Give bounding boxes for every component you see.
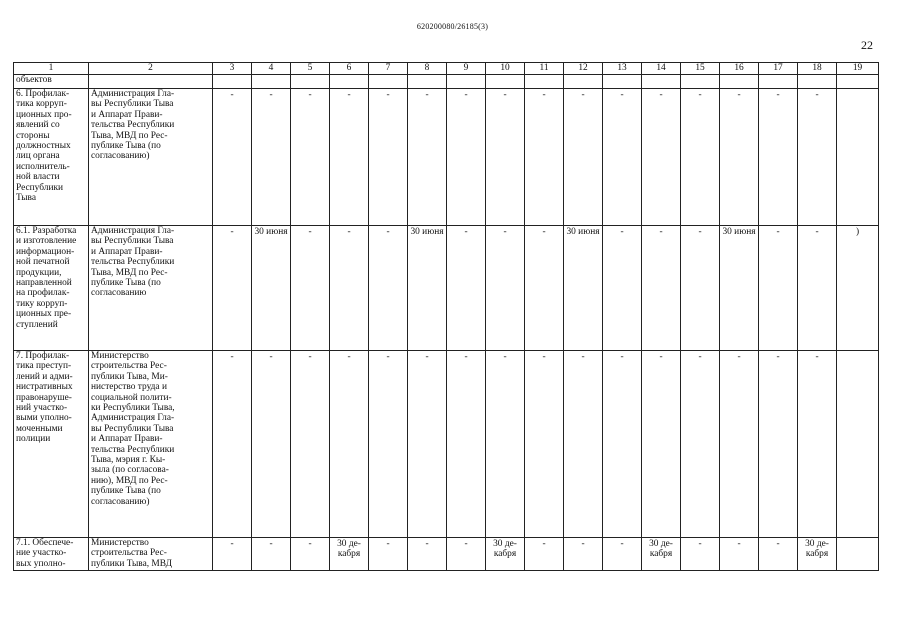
column-number-cell: 12 <box>564 63 603 75</box>
column-number-cell: 9 <box>447 63 486 75</box>
column-number-cell: 2 <box>89 63 213 75</box>
value-cell <box>252 75 291 89</box>
executor-cell: Министерство строительства Рес- публики Тыва, Ми- нистерство труда и социальной полити- ки Республики Тыва, Администрация Гла- вы Республики Тыва и Аппарат Прави- тельства Республики Тыва, мэрия г. Кы- зыла (по согласова- нию), МВД по Рес- публике Тыва (по согласованию) <box>89 351 213 538</box>
value-cell: 30 де- кабря <box>486 538 525 571</box>
value-cell: - <box>213 226 252 351</box>
column-number-cell: 14 <box>642 63 681 75</box>
value-cell <box>837 89 879 226</box>
value-cell: - <box>642 89 681 226</box>
value-cell: - <box>759 89 798 226</box>
column-number-cell: 1 <box>14 63 89 75</box>
document-code: 620200080/26185(3) <box>416 22 489 31</box>
value-cell: - <box>447 351 486 538</box>
value-cell: - <box>291 351 330 538</box>
value-cell: 30 июня <box>564 226 603 351</box>
value-cell: - <box>447 89 486 226</box>
executor-cell: Министерство строительства Рес- публики Тыва, МВД <box>89 538 213 571</box>
value-cell <box>681 75 720 89</box>
value-cell <box>603 75 642 89</box>
value-cell: - <box>447 538 486 571</box>
table-row <box>14 75 879 89</box>
value-cell <box>798 75 837 89</box>
value-cell: - <box>603 351 642 538</box>
value-cell: - <box>486 89 525 226</box>
value-cell: 30 де- кабря <box>642 538 681 571</box>
value-cell <box>330 75 369 89</box>
value-cell: - <box>759 538 798 571</box>
value-cell: - <box>603 89 642 226</box>
column-number-cell: 5 <box>291 63 330 75</box>
value-cell: - <box>447 226 486 351</box>
executor-cell <box>89 75 213 89</box>
table-row <box>14 538 879 571</box>
value-cell: 30 де- кабря <box>798 538 837 571</box>
value-cell: - <box>798 226 837 351</box>
value-cell: - <box>681 89 720 226</box>
value-cell: - <box>291 226 330 351</box>
value-cell <box>759 75 798 89</box>
value-cell: - <box>369 538 408 571</box>
value-cell <box>837 351 879 538</box>
value-cell: - <box>564 89 603 226</box>
value-cell: - <box>486 351 525 538</box>
value-cell: - <box>720 89 759 226</box>
value-cell: ) <box>837 226 879 351</box>
activity-name-cell: 7. Профилак- тика преступ- лений и адми- нистративных правонаруше- ний участко- выми уполно- моченными полиции <box>14 351 89 538</box>
value-cell: - <box>603 538 642 571</box>
value-cell: - <box>252 89 291 226</box>
value-cell <box>213 75 252 89</box>
value-cell: - <box>252 538 291 571</box>
column-number-cell: 16 <box>720 63 759 75</box>
column-number-cell: 6 <box>330 63 369 75</box>
value-cell: - <box>252 351 291 538</box>
activity-name-cell: 7.1. Обеспече- ние участко- вых уполно- <box>14 538 89 571</box>
value-cell: - <box>525 89 564 226</box>
activity-name-cell: 6.1. Разработка и изготовление информацион- ной печатной продукции, направленной на профилак- тику корруп- ционных пре- ступлений <box>14 226 89 351</box>
value-cell <box>408 75 447 89</box>
column-number-cell: 15 <box>681 63 720 75</box>
table-row <box>14 351 879 538</box>
column-number-cell: 11 <box>525 63 564 75</box>
value-cell: 30 де- кабря <box>330 538 369 571</box>
value-cell: - <box>681 351 720 538</box>
value-cell: - <box>213 351 252 538</box>
value-cell: 30 июня <box>252 226 291 351</box>
column-number-cell: 19 <box>837 63 879 75</box>
column-number-cell: 4 <box>252 63 291 75</box>
value-cell: - <box>681 538 720 571</box>
activity-name-cell: 6. Профилак- тика корруп- ционных про- явлений со стороны должностных лиц органа исполнитель- ной власти Республики Тыва <box>14 89 89 226</box>
value-cell: - <box>291 89 330 226</box>
value-cell: - <box>603 226 642 351</box>
value-cell: - <box>213 538 252 571</box>
value-cell: - <box>642 351 681 538</box>
value-cell: - <box>408 89 447 226</box>
column-number-cell: 18 <box>798 63 837 75</box>
value-cell: - <box>798 89 837 226</box>
plan-table <box>13 62 879 571</box>
value-cell: - <box>213 89 252 226</box>
value-cell: - <box>291 538 330 571</box>
value-cell: - <box>408 538 447 571</box>
value-cell <box>369 75 408 89</box>
table-row <box>14 226 879 351</box>
value-cell: - <box>720 351 759 538</box>
value-cell: - <box>525 226 564 351</box>
column-number-cell: 13 <box>603 63 642 75</box>
column-number-cell: 10 <box>486 63 525 75</box>
value-cell <box>564 75 603 89</box>
value-cell: - <box>759 226 798 351</box>
page-number: 22 <box>861 38 873 52</box>
executor-cell: Администрация Гла- вы Республики Тыва и Аппарат Прави- тельства Республики Тыва, МВД по Рес- публике Тыва (по согласованию) <box>89 89 213 226</box>
value-cell <box>486 75 525 89</box>
value-cell: - <box>798 351 837 538</box>
column-number-cell: 17 <box>759 63 798 75</box>
value-cell: - <box>564 351 603 538</box>
value-cell: - <box>369 89 408 226</box>
value-cell: 30 июня <box>720 226 759 351</box>
value-cell: - <box>681 226 720 351</box>
value-cell: - <box>525 538 564 571</box>
value-cell: - <box>642 226 681 351</box>
value-cell <box>837 75 879 89</box>
value-cell: - <box>564 538 603 571</box>
value-cell: - <box>759 351 798 538</box>
activity-name-cell: объектов <box>14 75 89 89</box>
value-cell: - <box>330 226 369 351</box>
value-cell: - <box>330 351 369 538</box>
executor-cell: Администрация Гла- вы Республики Тыва и Аппарат Прави- тельства Республики Тыва, МВД по Рес- публике Тыва (по согласованию <box>89 226 213 351</box>
column-number-cell: 3 <box>213 63 252 75</box>
column-number-cell: 8 <box>408 63 447 75</box>
column-number-row <box>14 63 879 75</box>
value-cell <box>642 75 681 89</box>
value-cell: - <box>486 226 525 351</box>
value-cell <box>720 75 759 89</box>
table-row <box>14 89 879 226</box>
value-cell <box>291 75 330 89</box>
value-cell: - <box>369 226 408 351</box>
value-cell <box>837 538 879 571</box>
column-number-cell: 7 <box>369 63 408 75</box>
value-cell: - <box>525 351 564 538</box>
value-cell: - <box>720 538 759 571</box>
value-cell <box>447 75 486 89</box>
value-cell: - <box>369 351 408 538</box>
value-cell: - <box>408 351 447 538</box>
value-cell <box>525 75 564 89</box>
value-cell: 30 июня <box>408 226 447 351</box>
value-cell: - <box>330 89 369 226</box>
